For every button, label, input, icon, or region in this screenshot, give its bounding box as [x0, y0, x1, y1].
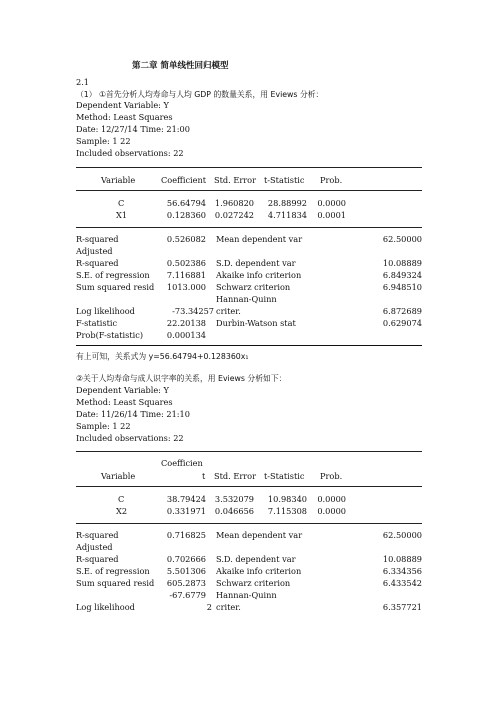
variable-name: C	[118, 198, 125, 208]
part2-header-dependent: Dependent Variable: Y	[76, 385, 169, 395]
stat-label-right: Schwarz criterion	[216, 578, 291, 588]
part2-rule-top	[76, 451, 422, 452]
stat-label: Log likelihood	[76, 602, 135, 612]
stat-label-right: criter.	[216, 306, 241, 316]
stat-label: R-squared	[76, 530, 119, 540]
part1-col-std-error: Std. Error	[214, 175, 256, 185]
stat-value-right: 6.849324	[382, 270, 422, 280]
part1-col-coefficient: Coefficient	[161, 175, 207, 185]
stat-value-right: 6.334356	[382, 566, 422, 576]
stat-label: S.E. of regression	[76, 566, 150, 576]
variable-name: X2	[116, 506, 128, 516]
stat-label: R-squared	[76, 258, 119, 268]
part1-col-variable: Variable	[101, 175, 136, 185]
part1-header-sample: Sample: 1 22	[76, 136, 131, 146]
part1-rule-top	[76, 167, 422, 168]
part2-rule-header	[76, 486, 422, 487]
part1-intro: （1） ①首先分析人均寿命与人均 GDP 的数量关系，用 Eviews 分析：	[76, 90, 324, 99]
part2-header-sample: Sample: 1 22	[76, 421, 131, 431]
stat-value-right: 10.08889	[382, 258, 422, 268]
stat-label-right: S.D. dependent var	[216, 554, 296, 564]
t-statistic-value: 10.98340	[267, 494, 307, 504]
stat-value: 1013.000	[166, 282, 206, 292]
stat-label: Sum squared resid	[76, 282, 155, 292]
stat-value-right: 6.357721	[382, 602, 422, 612]
stat-value: 7.116881	[166, 270, 206, 280]
part1-rule-bottom	[76, 345, 422, 346]
stat-label: R-squared	[76, 554, 119, 564]
part2-col-std-error: Std. Error	[214, 471, 256, 481]
part2-col-coefficient-line1: Coefficien	[161, 458, 203, 468]
part1-rule-mid	[76, 227, 422, 228]
part1-rule-header	[76, 190, 422, 191]
t-statistic-value: 28.88992	[267, 198, 307, 208]
stat-label-right: criter.	[216, 602, 241, 612]
stat-value: 0.502386	[166, 258, 206, 268]
section-number: 2.1	[76, 77, 90, 87]
variable-name: C	[118, 494, 125, 504]
stat-label: Adjusted	[76, 246, 113, 256]
part2-header-observations: Included observations: 22	[76, 433, 184, 443]
t-statistic-value: 4.711834	[267, 210, 307, 220]
stat-label: Prob(F-statistic)	[76, 330, 144, 340]
coefficient-value: 38.79424	[166, 494, 206, 504]
part2-header-date: Date: 11/26/14 Time: 21:10	[76, 409, 190, 419]
part1-header-date: Date: 12/27/14 Time: 21:00	[76, 124, 190, 134]
page-title: 第二章 简单线性回归模型	[132, 61, 229, 71]
stat-value: 0.702666	[166, 554, 206, 564]
stat-label-right: Durbin-Watson stat	[216, 318, 296, 328]
stat-value: 5.501306	[166, 566, 206, 576]
stat-value-right: 62.50000	[382, 530, 422, 540]
part1-header-observations: Included observations: 22	[76, 148, 184, 158]
stat-label-right: Mean dependent var	[216, 530, 303, 540]
part1-col-t-statistic: t-Statistic	[264, 175, 305, 185]
stat-value-right: 6.872689	[382, 306, 422, 316]
stat-value-right: 10.08889	[382, 554, 422, 564]
coefficient-value: 0.331971	[166, 506, 206, 516]
std-error-value: 0.046656	[214, 506, 254, 516]
part1-conclusion: 有上可知，关系式为 y=56.64794+0.128360x₁	[76, 352, 249, 361]
part2-header-method: Method: Least Squares	[76, 397, 173, 407]
stat-value: -73.34257	[172, 306, 214, 316]
stat-label-right: Hannan-Quinn	[216, 294, 277, 304]
stat-value: 2	[206, 602, 212, 612]
part2-rule-mid	[76, 523, 422, 524]
stat-label: Adjusted	[76, 542, 113, 552]
prob-value: 0.0001	[317, 210, 346, 220]
stat-label: Log likelihood	[76, 306, 135, 316]
stat-value-right: 0.629074	[382, 318, 422, 328]
stat-label-right: Schwarz criterion	[216, 282, 291, 292]
coefficient-value: 0.128360	[166, 210, 206, 220]
part2-intro: ②关于人均寿命与成人识字率的关系，用 Eviews 分析如下：	[76, 374, 287, 383]
stat-value: 0.526082	[166, 234, 206, 244]
stat-label-right: Mean dependent var	[216, 234, 303, 244]
std-error-value: 0.027242	[214, 210, 254, 220]
prob-value: 0.0000	[317, 494, 346, 504]
stat-value: 22.20138	[166, 318, 206, 328]
t-statistic-value: 7.115308	[267, 506, 307, 516]
stat-label-right: Akaike info criterion	[216, 270, 302, 280]
std-error-value: 3.532079	[214, 494, 254, 504]
stat-value-right: 6.433542	[382, 578, 422, 588]
stat-value-right: 6.948510	[382, 282, 422, 292]
variable-name: X1	[116, 210, 128, 220]
stat-label-right: Hannan-Quinn	[216, 590, 277, 600]
part2-col-coefficient-line2: t	[202, 471, 206, 481]
coefficient-value: 56.64794	[166, 198, 206, 208]
prob-value: 0.0000	[317, 506, 346, 516]
stat-value: 0.000134	[166, 330, 206, 340]
prob-value: 0.0000	[317, 198, 346, 208]
stat-value: 0.716825	[166, 530, 206, 540]
stat-value-right: 62.50000	[382, 234, 422, 244]
stat-label: R-squared	[76, 234, 119, 244]
stat-label: F-statistic	[76, 318, 118, 328]
stat-label-right: Akaike info criterion	[216, 566, 302, 576]
stat-label-right: S.D. dependent var	[216, 258, 296, 268]
stat-label: Sum squared resid	[76, 578, 155, 588]
part2-col-variable: Variable	[101, 471, 136, 481]
stat-label: S.E. of regression	[76, 270, 150, 280]
part1-col-prob: Prob.	[320, 175, 343, 185]
part1-header-method: Method: Least Squares	[76, 112, 173, 122]
stat-value: 605.2873	[166, 578, 206, 588]
part1-header-dependent: Dependent Variable: Y	[76, 100, 169, 110]
part2-col-t-statistic: t-Statistic	[264, 471, 305, 481]
stat-value: -67.6779	[169, 590, 206, 600]
std-error-value: 1.960820	[214, 198, 254, 208]
part2-col-prob: Prob.	[320, 471, 343, 481]
